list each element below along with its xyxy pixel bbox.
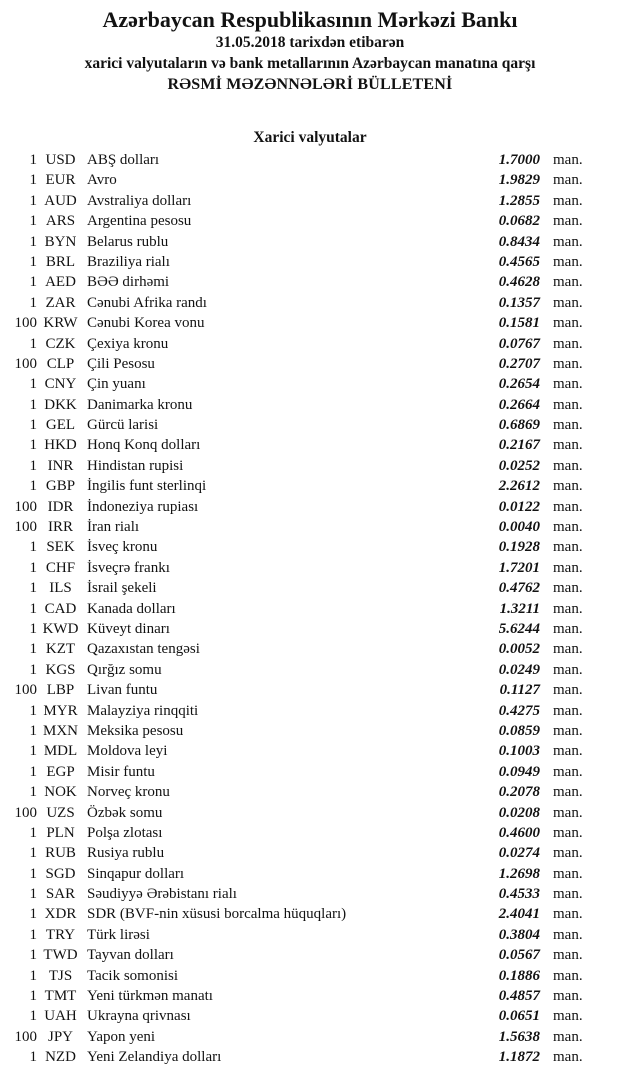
currency-code: NOK <box>44 784 77 801</box>
rate-row <box>0 986 620 1006</box>
currency-rate: 0.6869 <box>498 417 540 434</box>
currency-unit: man. <box>553 865 583 882</box>
currency-code: TWD <box>43 947 78 964</box>
rate-row <box>0 232 620 252</box>
rate-row <box>0 578 620 598</box>
rate-row <box>0 945 620 965</box>
currency-unit: man. <box>553 784 583 801</box>
rate-row <box>0 293 620 313</box>
currency-unit: man. <box>553 315 583 332</box>
currency-name: İsveçrə frankı <box>87 559 170 576</box>
currency-code: CAD <box>44 600 77 617</box>
currency-rate: 0.2664 <box>498 396 540 413</box>
currency-code: MYR <box>43 702 78 719</box>
currency-quantity: 100 <box>14 519 37 536</box>
currency-unit: man. <box>553 722 583 739</box>
bank-title: Azərbaycan Respublikasının Mərkəzi Bankı <box>102 7 518 32</box>
currency-code: BYN <box>44 233 77 250</box>
currency-quantity: 1 <box>29 743 37 760</box>
currency-quantity: 1 <box>29 253 37 270</box>
currency-rate: 0.4857 <box>498 988 540 1005</box>
currency-code: UZS <box>46 804 75 821</box>
currency-rate: 0.1886 <box>498 967 540 984</box>
currency-code: JPY <box>47 1028 73 1045</box>
currency-quantity: 1 <box>29 1008 37 1025</box>
currency-quantity: 1 <box>29 233 37 250</box>
rate-row <box>0 864 620 884</box>
currency-code: LBP <box>46 682 75 699</box>
currency-rate: 1.2855 <box>498 192 540 209</box>
currency-name: Danimarka kronu <box>87 396 193 413</box>
rate-row <box>0 476 620 496</box>
rate-row <box>0 517 620 537</box>
rate-row <box>0 497 620 517</box>
currency-name: İsveç kronu <box>87 539 158 556</box>
currency-rate: 0.4762 <box>498 580 540 597</box>
rate-row <box>0 374 620 394</box>
currency-name: Səudiyyə Ərəbistanı rialı <box>87 886 237 903</box>
currency-quantity: 1 <box>29 865 37 882</box>
currency-quantity: 1 <box>29 396 37 413</box>
currency-unit: man. <box>553 437 583 454</box>
currency-name: Avro <box>87 172 117 189</box>
currency-name: ABŞ dolları <box>87 152 160 168</box>
currency-unit: man. <box>553 967 583 984</box>
currency-code: HKD <box>44 437 77 454</box>
currency-name: Çexiya kronu <box>87 335 169 352</box>
currency-unit: man. <box>553 253 583 270</box>
currency-quantity: 1 <box>29 335 37 352</box>
currency-rate: 0.1581 <box>498 315 540 332</box>
currency-quantity: 1 <box>29 1049 37 1066</box>
currency-name: Cənubi Afrika randı <box>87 294 207 311</box>
currency-name: Çili Pesosu <box>87 355 155 372</box>
currency-name: Rusiya rublu <box>87 845 165 862</box>
currency-quantity: 1 <box>29 763 37 780</box>
currency-unit: man. <box>553 763 583 780</box>
currency-unit: man. <box>553 457 583 474</box>
currency-name: Argentina pesosu <box>87 213 192 230</box>
currency-rate: 1.9829 <box>498 172 540 189</box>
currency-code: EGP <box>46 763 75 780</box>
currency-rate: 0.8434 <box>498 233 540 250</box>
currency-rate: 1.2698 <box>498 865 540 882</box>
currency-quantity: 100 <box>14 355 37 372</box>
currency-unit: man. <box>553 804 583 821</box>
currency-code: ILS <box>49 580 72 597</box>
currency-rate: 0.0682 <box>498 213 540 230</box>
currency-quantity: 1 <box>29 437 37 454</box>
currency-quantity: 1 <box>29 152 37 168</box>
currency-rate: 0.2654 <box>498 376 540 393</box>
rate-row <box>0 680 620 700</box>
currency-code: MXN <box>42 722 78 739</box>
currency-code: AUD <box>44 192 77 209</box>
currency-quantity: 1 <box>29 886 37 903</box>
currency-name: Sinqapur dolları <box>87 865 185 882</box>
currency-code: CHF <box>45 559 76 576</box>
currency-rate: 0.1127 <box>499 682 540 699</box>
currency-unit: man. <box>553 620 583 637</box>
currency-quantity: 1 <box>29 784 37 801</box>
rate-row <box>0 660 620 680</box>
currency-quantity: 1 <box>29 172 37 189</box>
currency-code: KZT <box>45 641 76 658</box>
currency-name: Norveç kronu <box>87 784 170 801</box>
currency-name: Avstraliya dolları <box>87 192 192 209</box>
effective-date-line: 31.05.2018 tarixdən etibarən <box>215 34 405 51</box>
rate-row <box>0 782 620 802</box>
currency-quantity: 100 <box>14 804 37 821</box>
rate-row <box>0 415 620 435</box>
rate-row <box>0 966 620 986</box>
currency-quantity: 1 <box>29 967 37 984</box>
currency-unit: man. <box>553 396 583 413</box>
currency-quantity: 1 <box>29 376 37 393</box>
currency-code: KRW <box>43 315 78 332</box>
currency-quantity: 100 <box>14 682 37 699</box>
currency-unit: man. <box>553 1049 583 1066</box>
currency-name: İsrail şekeli <box>87 580 157 597</box>
currency-quantity: 1 <box>29 641 37 658</box>
rate-row <box>0 395 620 415</box>
currency-rate: 0.0859 <box>498 722 540 739</box>
currency-quantity: 100 <box>14 498 37 515</box>
currency-quantity: 1 <box>29 661 37 678</box>
currency-quantity: 1 <box>29 294 37 311</box>
currency-unit: man. <box>553 294 583 311</box>
currency-unit: man. <box>553 988 583 1005</box>
currency-name: İngilis funt sterlinqi <box>87 478 207 495</box>
rate-row <box>0 884 620 904</box>
currency-unit: man. <box>553 355 583 372</box>
currency-unit: man. <box>553 682 583 699</box>
currency-rate: 2.4041 <box>498 906 540 923</box>
rate-row <box>0 313 620 333</box>
currency-rate: 0.3804 <box>498 926 540 943</box>
currency-unit: man. <box>553 926 583 943</box>
rate-row <box>0 435 620 455</box>
currency-rate: 0.0122 <box>498 498 540 515</box>
currency-unit: man. <box>553 600 583 617</box>
currency-code: INR <box>47 457 74 474</box>
currency-rate: 0.1357 <box>498 294 540 311</box>
currency-quantity: 1 <box>29 417 37 434</box>
currency-rate: 0.0249 <box>498 661 540 678</box>
rate-row <box>0 272 620 292</box>
currency-name: Kanada dolları <box>87 600 176 617</box>
currency-code: SAR <box>45 886 76 903</box>
rate-row <box>0 803 620 823</box>
currency-rate: 0.4628 <box>498 274 540 291</box>
currency-unit: man. <box>553 661 583 678</box>
currency-name: Küveyt dinarı <box>87 620 170 637</box>
currency-quantity: 1 <box>29 478 37 495</box>
currency-rate: 0.2078 <box>498 784 540 801</box>
currency-name: Qazaxıstan tengəsi <box>87 641 200 658</box>
rate-row <box>0 334 620 354</box>
currency-name: Çin yuanı <box>87 376 146 393</box>
currency-rate: 1.5638 <box>498 1028 540 1045</box>
currency-name: Honq Konq dolları <box>87 437 201 454</box>
currency-unit: man. <box>553 580 583 597</box>
currency-name: Hindistan rupisi <box>87 457 184 474</box>
section-title-foreign-currencies: Xarici valyutalar <box>253 129 367 146</box>
rate-row <box>0 721 620 741</box>
rate-row <box>0 701 620 721</box>
currency-unit: man. <box>553 539 583 556</box>
currency-name: Malayziya rinqqiti <box>87 702 199 719</box>
currency-quantity: 100 <box>14 1028 37 1045</box>
rate-row <box>0 599 620 619</box>
currency-rate: 0.1928 <box>498 539 540 556</box>
currency-code: BRL <box>45 253 76 270</box>
currency-code: KWD <box>42 620 79 637</box>
currency-name: Özbək somu <box>87 804 163 821</box>
currency-name: Yapon yeni <box>87 1028 156 1045</box>
currency-rate: 0.0052 <box>498 641 540 658</box>
currency-unit: man. <box>553 274 583 291</box>
currency-code: EUR <box>45 172 76 189</box>
bulletin-title: RƏSMİ MƏZƏNNƏLƏRİ BÜLLETENİ <box>167 76 453 93</box>
currency-code: TJS <box>48 967 73 984</box>
currency-rate: 1.1872 <box>498 1049 540 1066</box>
currency-name: Meksika pesosu <box>87 722 184 739</box>
currency-rate: 0.4533 <box>498 886 540 903</box>
rate-row <box>0 211 620 231</box>
currency-rate: 1.7000 <box>498 152 540 168</box>
currency-name: BƏƏ dirhəmi <box>87 274 170 291</box>
rate-row <box>0 925 620 945</box>
currency-rate: 0.2167 <box>498 437 540 454</box>
currency-rate: 2.2612 <box>498 478 540 495</box>
rate-row <box>0 456 620 476</box>
rates-table <box>0 150 620 1068</box>
currency-rate: 0.0567 <box>498 947 540 964</box>
currency-quantity: 1 <box>29 620 37 637</box>
rate-row <box>0 904 620 924</box>
currency-name: Cənubi Korea vonu <box>87 315 205 332</box>
currency-code: DKK <box>44 396 77 413</box>
currency-code: PLN <box>46 824 75 841</box>
currency-quantity: 1 <box>29 539 37 556</box>
currency-unit: man. <box>553 233 583 250</box>
currency-rate: 0.0767 <box>498 335 540 352</box>
currency-rate: 0.0252 <box>498 457 540 474</box>
rate-row <box>0 354 620 374</box>
currency-name: Ukrayna qrivnası <box>87 1008 191 1025</box>
currency-quantity: 1 <box>29 947 37 964</box>
currency-unit: man. <box>553 947 583 964</box>
currency-unit: man. <box>553 519 583 536</box>
currency-quantity: 1 <box>29 722 37 739</box>
currency-name: Misir funtu <box>87 763 155 780</box>
currency-rate: 0.0949 <box>498 763 540 780</box>
bulletin-subtitle: xarici valyutaların və bank metallarının Azərbaycan manatına qarşı <box>84 55 536 72</box>
currency-code: RUB <box>45 845 76 862</box>
currency-rate: 0.0208 <box>498 804 540 821</box>
currency-unit: man. <box>553 376 583 393</box>
bulletin-header <box>0 0 620 96</box>
currency-unit: man. <box>553 172 583 189</box>
currency-unit: man. <box>553 824 583 841</box>
currency-code: TRY <box>45 926 76 943</box>
currency-name: Gürcü larisi <box>87 417 159 434</box>
currency-quantity: 1 <box>29 559 37 576</box>
rate-row <box>0 537 620 557</box>
currency-name: Braziliya rialı <box>87 253 170 270</box>
rate-row <box>0 619 620 639</box>
currency-unit: man. <box>553 417 583 434</box>
currency-name: Qırğız somu <box>87 661 162 678</box>
currency-rate: 0.0274 <box>498 845 540 862</box>
currency-unit: man. <box>553 1008 583 1025</box>
currency-name: SDR (BVF-nin xüsusi borcalma hüquqları) <box>87 906 347 923</box>
currency-code: NZD <box>45 1049 76 1066</box>
rate-row <box>0 823 620 843</box>
currency-name: Türk lirəsi <box>87 926 150 943</box>
currency-code: SEK <box>46 539 75 556</box>
currency-code: CZK <box>45 335 76 352</box>
currency-unit: man. <box>553 702 583 719</box>
currency-unit: man. <box>553 743 583 760</box>
currency-rate: 0.4600 <box>498 824 540 841</box>
rate-row <box>0 639 620 659</box>
currency-unit: man. <box>553 213 583 230</box>
currency-unit: man. <box>553 1028 583 1045</box>
currency-quantity: 1 <box>29 824 37 841</box>
currency-code: ARS <box>45 213 76 230</box>
currency-unit: man. <box>553 152 583 168</box>
currency-code: IDR <box>47 498 74 515</box>
currency-rate: 1.7201 <box>498 559 540 576</box>
currency-rate: 0.1003 <box>498 743 540 760</box>
currency-code: KGS <box>45 661 76 678</box>
currency-name: Tayvan dolları <box>87 947 174 964</box>
currency-code: CLP <box>46 355 75 372</box>
currency-code: XDR <box>44 906 77 923</box>
currency-name: Livan funtu <box>87 682 158 699</box>
currency-quantity: 1 <box>29 702 37 719</box>
rate-row <box>0 170 620 190</box>
currency-quantity: 1 <box>29 926 37 943</box>
currency-code: USD <box>45 152 76 168</box>
currency-unit: man. <box>553 906 583 923</box>
currency-rate: 0.2707 <box>498 355 540 372</box>
currency-code: TMT <box>44 988 77 1005</box>
rate-row <box>0 1027 620 1047</box>
currency-name: İran rialı <box>87 519 140 536</box>
currency-quantity: 1 <box>29 845 37 862</box>
rate-row <box>0 762 620 782</box>
currency-unit: man. <box>553 498 583 515</box>
currency-name: Polşa zlotası <box>87 824 163 841</box>
currency-name: İndoneziya rupiası <box>87 498 199 515</box>
rate-row <box>0 741 620 761</box>
currency-rate: 1.3211 <box>499 600 540 617</box>
currency-quantity: 1 <box>29 274 37 291</box>
currency-quantity: 1 <box>29 580 37 597</box>
currency-name: Yeni türkmən manatı <box>87 988 213 1005</box>
currency-unit: man. <box>553 886 583 903</box>
currency-code: CNY <box>44 376 77 393</box>
currency-quantity: 1 <box>29 457 37 474</box>
currency-rate: 0.4565 <box>498 253 540 270</box>
rate-row <box>0 558 620 578</box>
currency-name: Tacik somonisi <box>87 967 179 984</box>
currency-rate: 0.0040 <box>498 519 540 536</box>
currency-unit: man. <box>553 335 583 352</box>
rate-row <box>0 252 620 272</box>
currency-unit: man. <box>553 559 583 576</box>
currency-quantity: 100 <box>14 315 37 332</box>
currency-quantity: 1 <box>29 192 37 209</box>
rate-row <box>0 1006 620 1026</box>
currency-unit: man. <box>553 845 583 862</box>
currency-code: GBP <box>45 478 76 495</box>
currency-quantity: 1 <box>29 213 37 230</box>
currency-code: MDL <box>43 743 78 760</box>
currency-rate: 0.4275 <box>498 702 540 719</box>
currency-name: Moldova leyi <box>87 743 168 760</box>
rate-row <box>0 1047 620 1067</box>
currency-unit: man. <box>553 478 583 495</box>
currency-quantity: 1 <box>29 906 37 923</box>
currency-name: Belarus rublu <box>87 233 169 250</box>
currency-code: IRR <box>47 519 73 536</box>
rate-row <box>0 843 620 863</box>
currency-code: UAH <box>44 1008 77 1025</box>
currency-unit: man. <box>553 641 583 658</box>
currency-code: GEL <box>45 417 76 434</box>
currency-rate: 0.0651 <box>498 1008 540 1025</box>
rate-row <box>0 150 620 170</box>
currency-code: SGD <box>45 865 76 882</box>
currency-code: AED <box>45 274 76 291</box>
currency-code: ZAR <box>45 294 76 311</box>
currency-quantity: 1 <box>29 988 37 1005</box>
currency-name: Yeni Zelandiya dolları <box>87 1049 222 1066</box>
currency-quantity: 1 <box>29 600 37 617</box>
currency-unit: man. <box>553 192 583 209</box>
rate-row <box>0 191 620 211</box>
currency-rate: 5.6244 <box>498 620 540 637</box>
